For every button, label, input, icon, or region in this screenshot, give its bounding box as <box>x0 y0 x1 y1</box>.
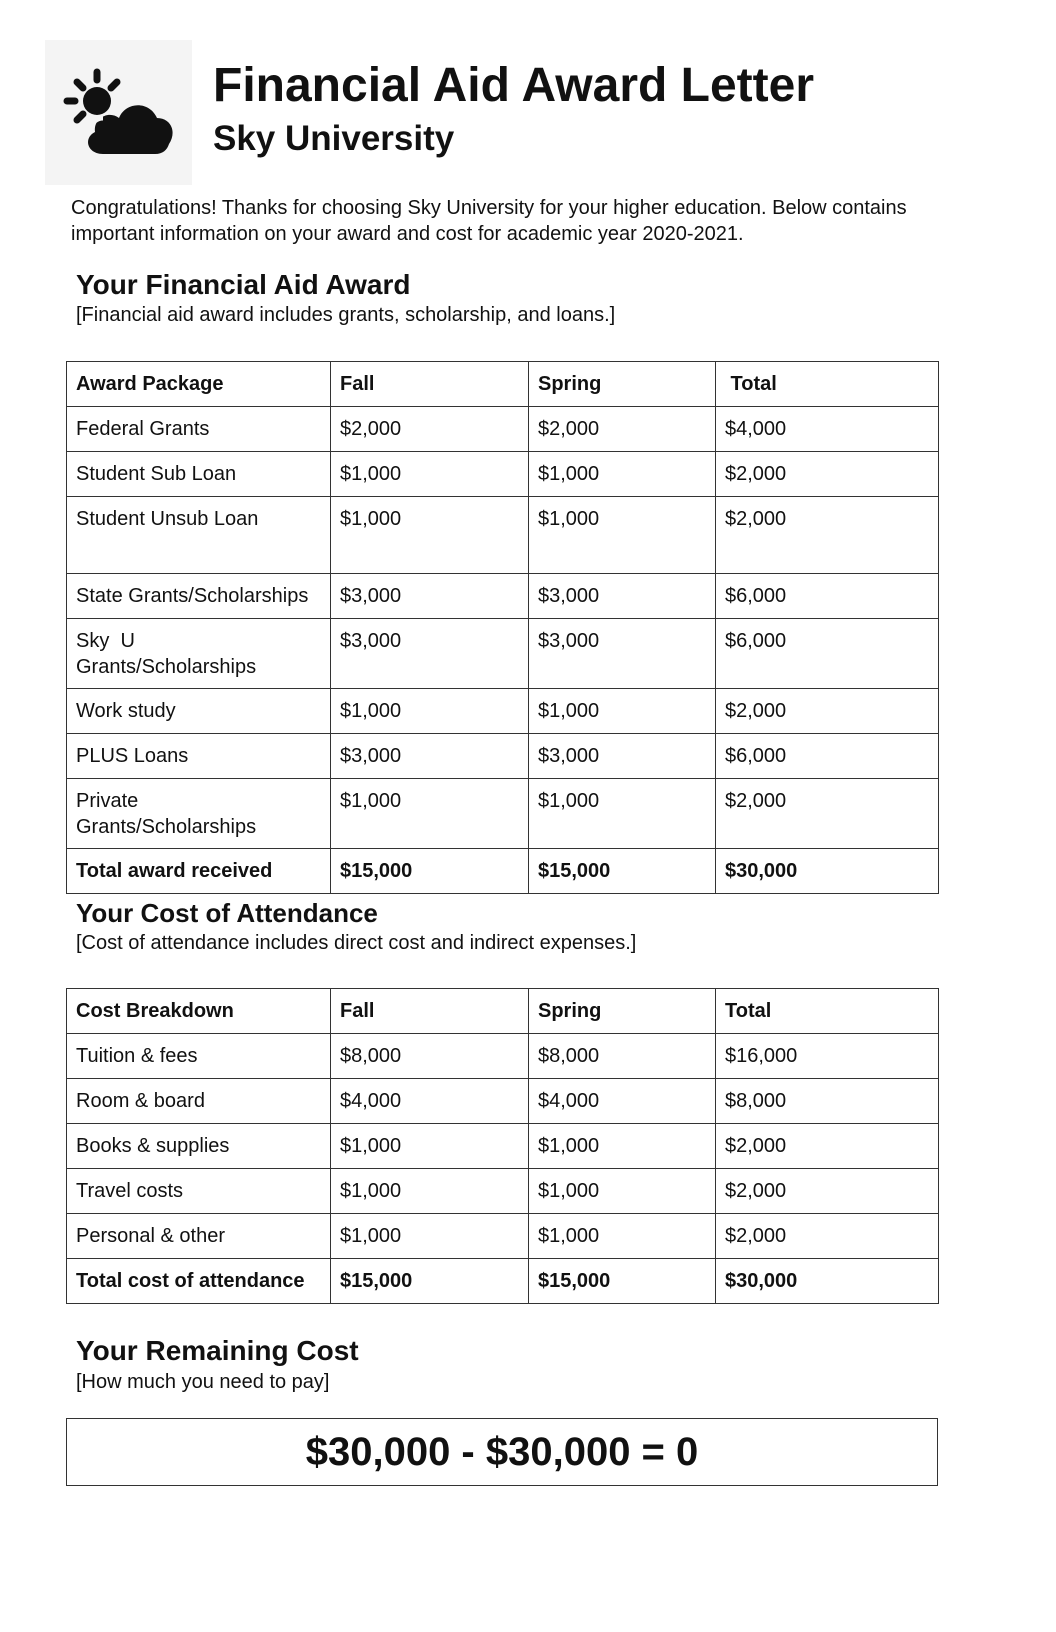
table-row <box>67 779 939 849</box>
remaining-section-title: Your Remaining Cost <box>76 1335 359 1366</box>
table-cell: $16,000 <box>716 1034 939 1079</box>
table-cell: Work study <box>67 689 331 734</box>
table-cell: $1,000 <box>529 1124 716 1169</box>
table-cell: Federal Grants <box>67 407 331 452</box>
table-cell: Private Grants/Scholarships <box>67 779 331 849</box>
header-cell: Total <box>716 989 939 1034</box>
table-cell: $8,000 <box>529 1034 716 1079</box>
table-cell: $3,000 <box>529 619 716 689</box>
remaining-section-note: [How much you need to pay] <box>76 1371 330 1393</box>
table-cell: $4,000 <box>331 1079 529 1124</box>
remaining-cost-box <box>66 1418 938 1486</box>
table-cell: $3,000 <box>331 574 529 619</box>
table-cell: $1,000 <box>529 1214 716 1259</box>
table-cell: $3,000 <box>331 734 529 779</box>
total-cell: $30,000 <box>716 849 939 894</box>
header-cell: Spring <box>529 989 716 1034</box>
table-cell: $1,000 <box>331 1124 529 1169</box>
total-cell: Total cost of attendance <box>67 1259 331 1304</box>
table-cell: $1,000 <box>529 452 716 497</box>
table-row <box>67 1079 939 1124</box>
award-section-title: Your Financial Aid Award <box>76 269 411 300</box>
table-cell: $6,000 <box>716 619 939 689</box>
table-row <box>67 452 939 497</box>
header-cell: Fall <box>331 362 529 407</box>
table-total-row <box>67 1259 939 1304</box>
table-cell: $1,000 <box>529 497 716 574</box>
table-cell: Sky U Grants/Scholarships <box>67 619 331 689</box>
table-cell: $1,000 <box>331 689 529 734</box>
table-row <box>67 497 939 574</box>
total-cell: $15,000 <box>529 1259 716 1304</box>
table-row <box>67 1214 939 1259</box>
table-cell: $6,000 <box>716 734 939 779</box>
table-cell: $6,000 <box>716 574 939 619</box>
table-row <box>67 574 939 619</box>
table-header-row <box>67 989 939 1034</box>
table-cell: $1,000 <box>529 689 716 734</box>
table-cell: $1,000 <box>331 779 529 849</box>
total-cell: $15,000 <box>331 849 529 894</box>
table-cell: $2,000 <box>716 497 939 574</box>
total-cell: $15,000 <box>529 849 716 894</box>
cost-section-note: [Cost of attendance includes direct cost and indirect expenses.] <box>76 932 637 954</box>
table-cell: $2,000 <box>529 407 716 452</box>
table-cell: State Grants/Scholarships <box>67 574 331 619</box>
university-name: Sky University <box>213 119 455 158</box>
intro-text: Congratulations! Thanks for choosing Sky University for your higher education. Below contains important information on your award and cost for academic year 2020-2021. <box>71 197 907 245</box>
table-row <box>67 619 939 689</box>
table-cell: $2,000 <box>331 407 529 452</box>
table-cell: $4,000 <box>716 407 939 452</box>
table-cell: Student Unsub Loan <box>67 497 331 574</box>
header-cell: Award Package <box>67 362 331 407</box>
table-cell: Tuition & fees <box>67 1034 331 1079</box>
total-cell: $15,000 <box>331 1259 529 1304</box>
logo <box>45 40 192 185</box>
header-cell: Cost Breakdown <box>67 989 331 1034</box>
page-title: Financial Aid Award Letter <box>213 59 815 112</box>
table-cell: $1,000 <box>529 779 716 849</box>
award-table <box>66 361 939 894</box>
table-cell: $2,000 <box>716 452 939 497</box>
table-cell: $1,000 <box>529 1169 716 1214</box>
total-cell: Total award received <box>67 849 331 894</box>
table-cell: Travel costs <box>67 1169 331 1214</box>
header-cell: Fall <box>331 989 529 1034</box>
table-cell: Personal & other <box>67 1214 331 1259</box>
header-cell: Total <box>716 362 939 407</box>
table-cell: $8,000 <box>331 1034 529 1079</box>
total-cell: $30,000 <box>716 1259 939 1304</box>
table-cell: $2,000 <box>716 689 939 734</box>
table-row <box>67 1034 939 1079</box>
table-header-row <box>67 362 939 407</box>
table-cell: $2,000 <box>716 1214 939 1259</box>
table-cell: $3,000 <box>529 734 716 779</box>
award-section-note: [Financial aid award includes grants, scholarship, and loans.] <box>76 304 616 326</box>
table-row <box>67 407 939 452</box>
table-cell: $2,000 <box>716 1169 939 1214</box>
table-cell: $1,000 <box>331 497 529 574</box>
table-row <box>67 734 939 779</box>
cost-section-title: Your Cost of Attendance <box>76 898 378 928</box>
remaining-cost-formula: $30,000 - $30,000 = 0 <box>305 1429 699 1474</box>
table-row <box>67 689 939 734</box>
table-cell: $4,000 <box>529 1079 716 1124</box>
table-cell: $2,000 <box>716 779 939 849</box>
table-cell: PLUS Loans <box>67 734 331 779</box>
table-cell: Books & supplies <box>67 1124 331 1169</box>
table-cell: Room & board <box>67 1079 331 1124</box>
table-cell: $2,000 <box>716 1124 939 1169</box>
table-cell: $3,000 <box>529 574 716 619</box>
partly-cloudy-icon <box>63 66 175 158</box>
table-row <box>67 1124 939 1169</box>
cost-table <box>66 988 939 1304</box>
table-cell: $1,000 <box>331 452 529 497</box>
table-cell: $1,000 <box>331 1214 529 1259</box>
table-cell: $8,000 <box>716 1079 939 1124</box>
table-cell: $3,000 <box>331 619 529 689</box>
header-cell: Spring <box>529 362 716 407</box>
table-row <box>67 1169 939 1214</box>
table-total-row <box>67 849 939 894</box>
table-cell: Student Sub Loan <box>67 452 331 497</box>
table-cell: $1,000 <box>331 1169 529 1214</box>
